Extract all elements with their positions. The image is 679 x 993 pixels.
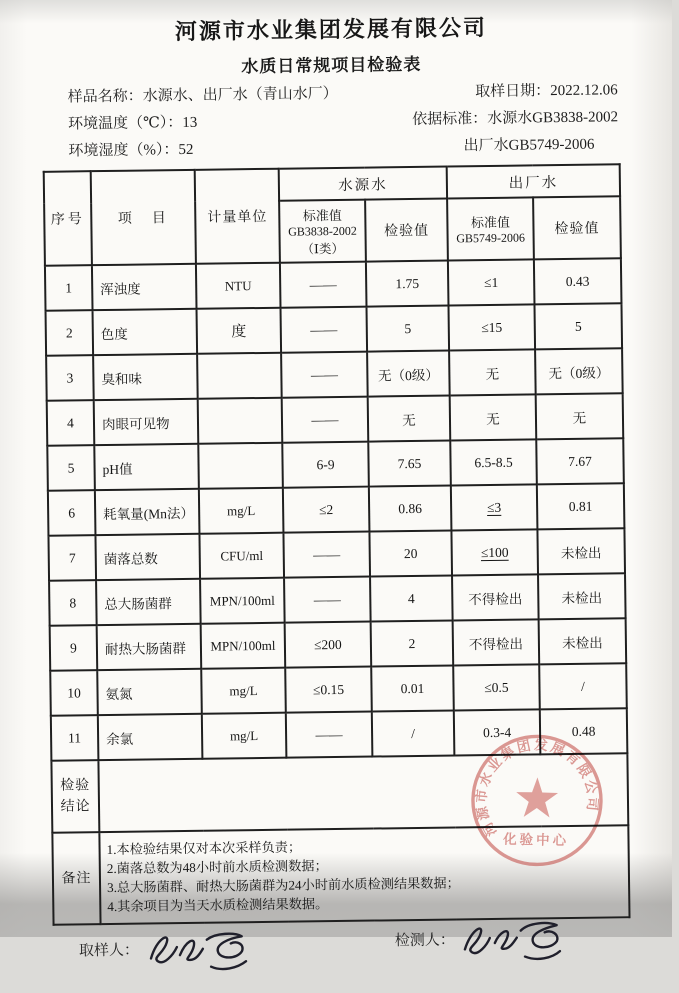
table-row	[45, 259, 622, 312]
tester-field	[395, 927, 578, 969]
cell-source-standard: ——	[283, 532, 370, 578]
remarks-row	[52, 825, 629, 925]
cell-item: 氨氮	[97, 669, 202, 715]
cell-outlet-value: 0.43	[534, 259, 622, 305]
standard-outlet-value: 出厂水GB5749-2006	[463, 136, 595, 154]
cell-unit	[197, 353, 282, 399]
cell-outlet-value: 0.81	[537, 483, 625, 529]
table-row	[49, 573, 626, 626]
cell-unit: 度	[197, 308, 282, 354]
remark-line: 1.本检验结果仅对本次采样负责；	[106, 839, 302, 858]
conclusion-label: 检验 结论	[51, 760, 99, 833]
cell-no: 3	[46, 355, 94, 401]
source-standard-gb: GB3838-2002	[288, 223, 357, 239]
header-unit: 计量单位	[195, 169, 280, 264]
cell-source-standard: ——	[280, 262, 367, 308]
cell-outlet-standard: ≤0.5	[453, 665, 540, 711]
report-meta	[68, 80, 619, 162]
standard-field	[412, 107, 618, 131]
table-row	[46, 304, 623, 357]
outlet-standard-gb: GB5749-2006	[456, 230, 526, 246]
conclusion-content	[98, 753, 628, 832]
cell-item: 色度	[93, 309, 198, 355]
cell-unit: mg/L	[199, 488, 284, 534]
cell-no: 9	[50, 625, 98, 671]
cell-unit: mg/L	[201, 668, 286, 714]
env-humidity-value: 52	[178, 141, 194, 158]
env-temp-field	[68, 113, 198, 136]
source-standard-name: 标准值	[302, 208, 342, 224]
table-row	[48, 528, 625, 581]
table-row	[50, 663, 627, 716]
cell-outlet-standard: ≤15	[448, 305, 535, 351]
cell-outlet-standard: 6.5-8.5	[450, 440, 537, 486]
cell-item: 总大肠菌群	[96, 579, 201, 625]
sample-name-field	[68, 84, 338, 109]
cell-outlet-value: /	[539, 663, 627, 709]
table-row	[51, 708, 628, 761]
cell-outlet-value: 无	[536, 393, 624, 439]
tester-label: 检测人：	[394, 932, 455, 950]
env-temp-label: 环境温度（℃）：	[67, 114, 183, 133]
header-outlet-check-value: 检验值	[533, 197, 621, 260]
remark-line: 4.其余项目为当天水质检测结果数据。	[107, 896, 329, 915]
cell-no: 1	[45, 265, 93, 311]
cell-no: 4	[47, 400, 95, 446]
cell-outlet-standard: ≤3	[451, 485, 538, 531]
table-row	[47, 393, 624, 446]
meta-line-temp-standard	[68, 107, 618, 136]
cell-outlet-value: 0.48	[540, 708, 628, 754]
cell-no: 10	[50, 670, 98, 716]
sampler-field	[79, 937, 262, 979]
cell-outlet-standard: ≤1	[448, 260, 535, 306]
source-standard-class: （Ⅰ类）	[301, 242, 345, 257]
remarks-content	[99, 825, 629, 924]
cell-outlet-value: 5	[534, 304, 622, 350]
env-humidity-label: 环境湿度（%）：	[68, 141, 179, 159]
signature-footer	[7, 924, 679, 993]
cell-item: 臭和味	[93, 354, 198, 400]
cell-outlet-standard: 无	[449, 350, 536, 396]
cell-unit: MPN/100ml	[200, 578, 285, 624]
sample-name-value: 水源水、出厂水（青山水厂）	[142, 85, 338, 105]
header-source-check-value: 检验值	[365, 199, 448, 262]
cell-outlet-standard: 无	[450, 395, 537, 441]
cell-outlet-value: 无（0级）	[535, 348, 623, 394]
table-row	[48, 483, 625, 536]
header-source-standard	[279, 200, 366, 263]
cell-outlet-standard: 0.3-4	[454, 710, 541, 756]
cell-no: 6	[48, 490, 96, 536]
env-humidity-field	[68, 139, 193, 162]
tester-signature	[459, 915, 578, 969]
cell-item: pH值	[94, 444, 199, 490]
cell-source-standard: ——	[281, 352, 368, 398]
remark-line: 3.总大肠菌群、耐热大肠菌群为24小时前水质检测结果数据；	[106, 875, 460, 896]
cell-outlet-standard: ≤100	[451, 530, 538, 576]
standard-label: 依据标准：	[412, 110, 488, 128]
seal-company-text: 河源市水业集团发展有限公司	[473, 737, 601, 839]
cell-source-value: /	[372, 711, 455, 757]
sampling-date-value: 2022.12.06	[550, 82, 618, 100]
cell-source-value: 7.65	[368, 441, 451, 487]
cell-unit	[198, 443, 283, 489]
cell-source-value: 无（0级）	[367, 351, 450, 397]
header-outlet-water-group: 出厂水	[447, 165, 620, 199]
cell-unit	[198, 398, 283, 444]
cell-outlet-value: 7.67	[536, 438, 624, 484]
sampler-label: 取样人：	[78, 942, 140, 960]
meta-line-humidity-standard	[68, 134, 618, 163]
company-title: 河源市水业集团发展有限公司	[174, 14, 488, 45]
cell-source-standard: ≤200	[285, 622, 372, 668]
cell-no: 2	[46, 310, 94, 356]
meta-line-sample	[68, 80, 618, 109]
cell-outlet-value: 未检出	[537, 528, 625, 574]
remark-line: 2.菌落总数为48小时前水质检测数据；	[106, 858, 328, 877]
cell-source-standard: ——	[282, 397, 369, 443]
table-row	[46, 348, 623, 401]
sampling-date-field	[475, 80, 618, 104]
standard-source-value: 水源水GB3838-2002	[487, 109, 619, 127]
cell-outlet-standard: 不得检出	[452, 575, 539, 621]
cell-outlet-standard: 不得检出	[453, 620, 540, 666]
cell-source-standard: ≤0.15	[285, 667, 372, 713]
cell-source-standard: 6-9	[282, 442, 369, 488]
remarks-label: 备注	[52, 832, 100, 925]
outlet-standard-name: 标准值	[470, 214, 511, 231]
cell-source-value: 1.75	[366, 261, 449, 307]
cell-item: 菌落总数	[95, 534, 200, 580]
cell-source-value: 0.01	[371, 666, 454, 712]
header-no: 序号	[44, 171, 92, 266]
cell-source-value: 20	[369, 531, 452, 577]
cell-unit: CFU/ml	[199, 533, 284, 579]
cell-source-value: 2	[371, 621, 454, 667]
report-title: 水质日常规项目检验表	[241, 54, 422, 77]
env-temp-value: 13	[182, 114, 198, 131]
cell-source-value: 无	[368, 396, 451, 442]
cell-no: 7	[48, 535, 96, 581]
cell-item: 耐热大肠菌群	[97, 624, 202, 670]
cell-unit: NTU	[196, 263, 281, 309]
header-outlet-standard	[447, 198, 534, 261]
cell-item: 浑浊度	[92, 264, 197, 310]
cell-source-standard: ——	[284, 577, 371, 623]
table-row	[50, 618, 627, 671]
cell-source-value: 0.86	[369, 486, 452, 532]
cell-no: 11	[51, 715, 99, 761]
inspection-table	[43, 164, 631, 927]
sample-name-label: 样品名称：	[67, 88, 143, 106]
cell-item: 耗氧量(Mn法）	[95, 489, 200, 535]
table-row	[47, 438, 624, 491]
cell-unit: MPN/100ml	[201, 623, 286, 669]
cell-source-value: 5	[366, 306, 449, 352]
cell-unit: mg/L	[202, 713, 287, 759]
cell-item: 肉眼可见物	[94, 399, 199, 445]
cell-no: 8	[49, 580, 97, 626]
cell-source-value: 4	[370, 576, 453, 622]
cell-source-standard: ——	[286, 712, 373, 758]
cell-no: 5	[47, 445, 95, 491]
header-item: 项 目	[91, 170, 196, 265]
cell-outlet-value: 未检出	[538, 573, 626, 619]
sampling-date-label: 取样日期：	[475, 83, 551, 101]
cell-source-standard: ≤2	[283, 487, 370, 533]
seal-center-text: 化验中心	[502, 831, 570, 849]
cell-outlet-value: 未检出	[539, 618, 627, 664]
cell-item: 余氯	[98, 714, 203, 760]
cell-source-standard: ——	[281, 307, 368, 353]
header-source-water-group: 水源水	[279, 167, 447, 201]
sampler-signature	[143, 925, 262, 979]
conclusion-row	[51, 753, 628, 833]
